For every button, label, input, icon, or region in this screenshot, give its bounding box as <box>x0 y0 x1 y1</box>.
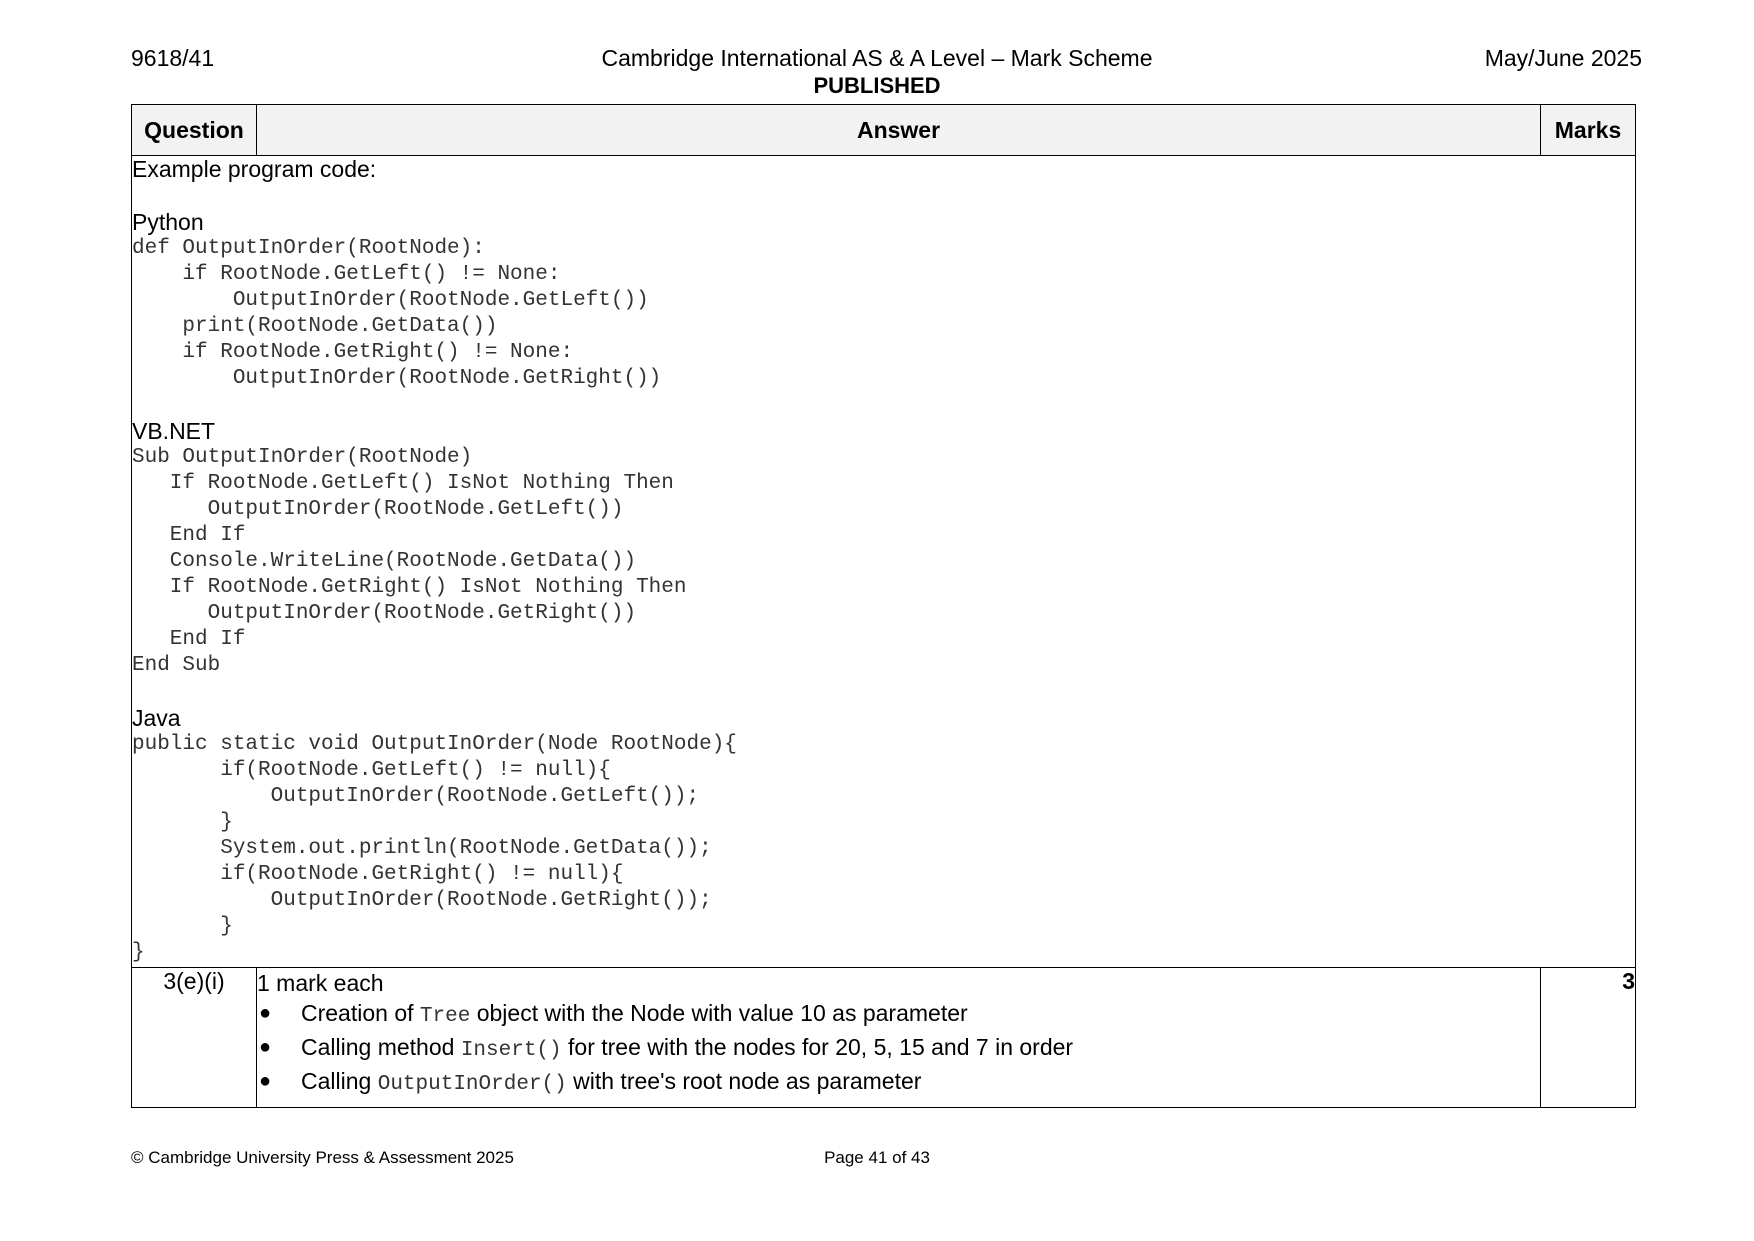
example-code-cell <box>132 156 1636 968</box>
bullet-icon: ● <box>259 1070 272 1092</box>
java-code: public static void OutputInOrder(Node RootNode){ if(RootNode.GetLeft() != null){ OutputInOrder(RootNode.GetLeft()); } System.out.println(RootNode.GetData()); if(RootNode.GetRight() != null){ OutputInOrder(RootNode.GetRight()); } } <box>132 733 737 964</box>
marks-column-header: Marks <box>1541 105 1636 156</box>
mark-point-text: for tree with the nodes for 20, 5, 15 and 7 in order <box>561 1034 1074 1060</box>
table-header-row <box>132 105 1636 156</box>
bullet-icon: ● <box>259 1002 272 1024</box>
published-label: PUBLISHED <box>813 73 941 98</box>
document-title: Cambridge International AS & A Level – Mark Scheme <box>601 45 1153 71</box>
example-intro: Example program code: <box>132 156 377 182</box>
mark-scheme-table <box>131 104 1636 1108</box>
answer-lead: 1 mark each <box>257 970 384 996</box>
table-row-question <box>132 968 1636 1108</box>
mark-point-text: Calling <box>301 1068 378 1094</box>
table-row-code <box>132 156 1636 968</box>
python-code: def OutputInOrder(RootNode): if RootNode.GetLeft() != None: OutputInOrder(RootNode.GetLeft()) print(RootNode.GetData()) if RootNode.GetRight() != None: OutputInOrder(RootNode.GetRight()) <box>132 237 662 390</box>
answer-cell <box>257 968 1541 1108</box>
copyright-notice: © Cambridge University Press & Assessment 2025 <box>131 1148 514 1167</box>
vbnet-label: VB.NET <box>132 418 216 444</box>
mark-point-text: Calling method <box>301 1034 461 1060</box>
marks-value: 3 <box>1541 968 1636 1108</box>
question-number: 3(e)(i) <box>132 968 257 1108</box>
bullet-icon: ● <box>259 1036 272 1058</box>
mark-point-text: Creation of <box>301 1000 420 1026</box>
question-column-header: Question <box>132 105 257 156</box>
python-label: Python <box>132 209 204 235</box>
answer-column-header: Answer <box>257 105 1541 156</box>
java-label: Java <box>132 705 181 731</box>
mark-point-text: with tree's root node as parameter <box>566 1068 922 1094</box>
mark-point <box>257 1032 1540 1066</box>
inline-code: Insert() <box>460 1039 562 1062</box>
inline-code: OutputInOrder() <box>377 1073 567 1096</box>
mark-point <box>257 1066 1540 1100</box>
paper-code: 9618/41 <box>131 45 215 71</box>
page-number: Page 41 of 43 <box>824 1148 930 1167</box>
mark-point <box>257 998 1540 1032</box>
inline-code: Tree <box>419 1005 471 1028</box>
vbnet-code: Sub OutputInOrder(RootNode) If RootNode.GetLeft() IsNot Nothing Then OutputInOrder(RootNode.GetLeft()) End If Console.WriteLine(RootNode.GetData()) If RootNode.GetRight() IsNot Nothing Then OutputInOrder(RootNode.GetRight()) End If End Sub <box>132 446 687 677</box>
mark-point-text: object with the Node with value 10 as parameter <box>470 1000 968 1026</box>
exam-session: May/June 2025 <box>1484 45 1642 71</box>
mark-points-list <box>257 998 1540 1100</box>
